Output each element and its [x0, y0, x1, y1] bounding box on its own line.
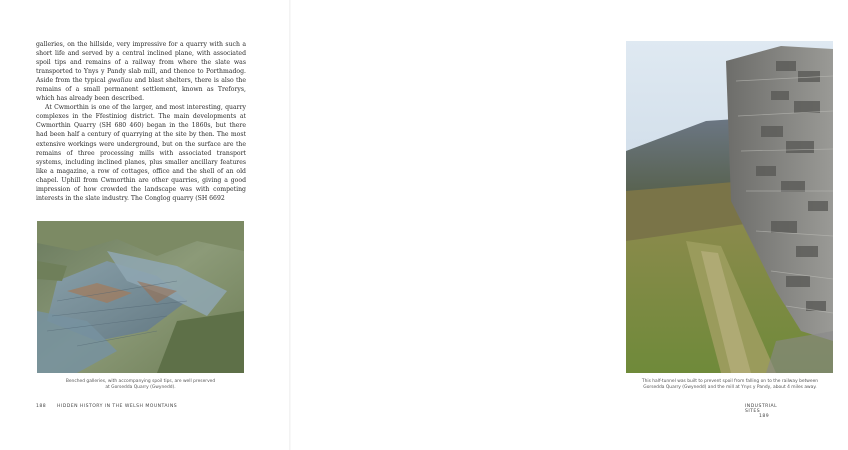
running-head: INDUSTRIAL SITES [745, 404, 778, 414]
text-run: At Cwmorthin is one of the larger, and most interesting, quarry complexes in the Ffestiniog district. The main developments at Cwmorthin Quarry (SH 680 460) began in the 1860s, but there had been half a century of quarrying at the site by then. The most extensive workings were underground, but on the surface are the remains of three processing mills with associated transport systems, including inclined planes, plus smaller ancillary features like a magazine, a row of cottages, office and the shell of an old chapel. Uphill from Cwmorthin are other quarries, giving a good impression of how crowded the landscape was with competing interests in the slate industry. The Conglog quarry (SH 6692 [36, 104, 246, 202]
right-page [290, 0, 819, 450]
wall-photo-illustration [626, 41, 833, 373]
caption-line: Benched galleries, with accompanying spoil tips, are well preserved [65, 379, 216, 384]
left-photo-caption [37, 379, 244, 392]
quarry-photo-illustration [37, 221, 244, 373]
right-footer [745, 404, 777, 419]
half-tunnel-wall-photo [626, 41, 833, 373]
page-number: 188 [36, 404, 47, 409]
italic-term: gwaliau [107, 77, 133, 85]
text-run: galleries, on the hillside, very impressive for a quarry with such a short life and served by a central inclined plane, with associated spoil tips and remains of a railway from where the slate was transported to Ynys y Pandy slab mill, and thence to Porthmadog. Aside from the typical [36, 41, 246, 85]
body-paragraph [36, 103, 246, 203]
left-footer [36, 404, 177, 409]
left-page [0, 0, 290, 450]
body-text [36, 40, 246, 203]
caption-line: at Gorseddа Quarry (Gwynedd). [105, 385, 176, 391]
benched-galleries-photo [37, 221, 244, 373]
caption-line: Gorsedda Quarry (Gwynedd) and the mill at Ynys y Pandy, about 4 miles away. [643, 385, 817, 391]
page-number: 189 [759, 414, 770, 419]
right-photo-caption [612, 379, 848, 392]
body-paragraph [36, 40, 246, 103]
running-head: HIDDEN HISTORY IN THE WELSH MOUNTAINS [57, 404, 178, 409]
caption-line: This half-tunnel was built to prevent spoil from falling on to the railway between [641, 379, 819, 384]
text-run: and blast shelters, there is also the remains of a small permanent settlement, known as Treforys, which has already been described. [36, 77, 246, 103]
